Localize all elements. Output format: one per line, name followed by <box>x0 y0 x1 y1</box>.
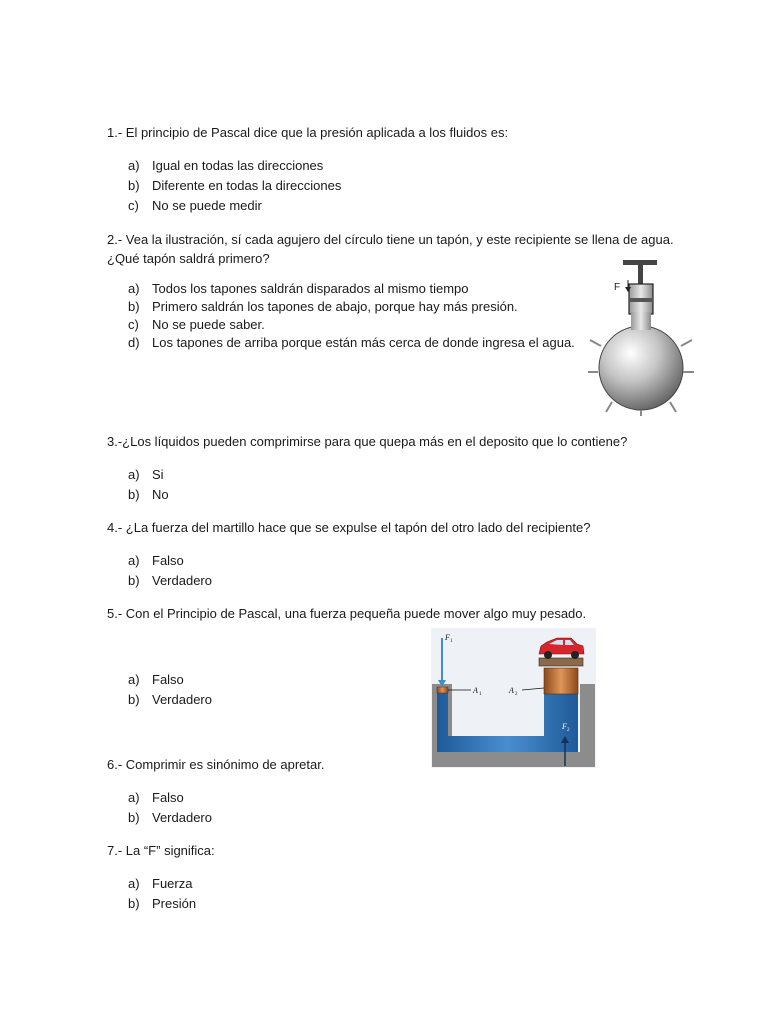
option-letter: b) <box>128 896 140 911</box>
option-text: Verdadero <box>152 573 212 588</box>
option-text: Igual en todas las direcciones <box>152 158 324 173</box>
option-text: Falso <box>152 553 184 568</box>
option-text: Verdadero <box>152 810 212 825</box>
option-letter: a) <box>128 281 140 296</box>
sphere <box>599 326 683 410</box>
option[interactable] <box>128 690 212 710</box>
option-text: Primero saldrán los tapones de abajo, porque hay más presión. <box>152 299 518 314</box>
option-letter: c) <box>128 198 139 213</box>
jet <box>606 402 612 412</box>
question-1: 1.- El principio de Pascal dice que la presión aplicada a los fluidos es: <box>107 125 509 140</box>
question-5: 5.- Con el Principio de Pascal, una fuerza pequeña puede mover algo muy pesado. <box>107 606 587 621</box>
option-text: Los tapones de arriba porque están más cerca de donde ingresa el agua. <box>152 335 575 350</box>
option[interactable] <box>128 808 212 828</box>
option-letter: a) <box>128 467 140 482</box>
option[interactable] <box>128 316 575 334</box>
force-2-label: F <box>562 722 567 731</box>
option-text: Presión <box>152 896 197 911</box>
force-2-subscript: 2 <box>567 728 570 733</box>
option[interactable] <box>128 571 212 591</box>
option-letter: b) <box>128 573 140 588</box>
force-label: F <box>614 282 621 293</box>
area-2-subscript: 2 <box>515 692 518 697</box>
question-6: 6.- Comprimir es sinónimo de apretar. <box>107 757 325 772</box>
option-text: Falso <box>152 672 184 687</box>
sphere-neck <box>631 312 651 330</box>
option-letter: b) <box>128 810 140 825</box>
option-letter: a) <box>128 790 140 805</box>
option-letter: a) <box>128 553 140 568</box>
option[interactable] <box>128 485 169 505</box>
jet <box>670 402 676 412</box>
option-letter: b) <box>128 178 140 193</box>
option-text: Verdadero <box>152 692 212 707</box>
option[interactable] <box>128 334 575 352</box>
jet <box>681 340 692 346</box>
option-text: No <box>152 487 169 502</box>
platform <box>539 658 583 666</box>
large-piston <box>544 668 578 694</box>
area-1-subscript: 1 <box>479 692 482 697</box>
question-7: 7.- La “F” significa: <box>107 843 215 858</box>
piston <box>629 298 653 302</box>
option[interactable] <box>128 156 341 176</box>
option-letter: c) <box>128 317 139 332</box>
option-text: Diferente en todas la direcciones <box>152 178 342 193</box>
question-6-options <box>128 788 212 828</box>
option-text: Falso <box>152 790 184 805</box>
option-text: No se puede medir <box>152 198 262 213</box>
pascal-sphere-figure <box>586 254 696 416</box>
question-2-line-2: ¿Qué tapón saldrá primero? <box>107 251 270 266</box>
question-3-options <box>128 465 169 505</box>
option-letter: a) <box>128 672 140 687</box>
option[interactable] <box>128 298 575 316</box>
option-text: Todos los tapones saldrán disparados al mismo tiempo <box>152 281 469 296</box>
question-3: 3.-¿Los líquidos pueden comprimirse para que quepa más en el deposito que lo contiene? <box>107 434 628 449</box>
option[interactable] <box>128 670 212 690</box>
force-1-label: F <box>445 633 450 642</box>
option-letter: a) <box>128 876 140 891</box>
option-letter: b) <box>128 299 140 314</box>
question-2: 2.- Vea la ilustración, sí cada agujero del círculo tiene un tapón, y este recipiente se llena de agua. <box>107 232 674 247</box>
jet <box>590 340 601 346</box>
question-4: 4.- ¿La fuerza del martillo hace que se expulse el tapón del otro lado del recipiente? <box>107 520 591 535</box>
question-2-options <box>128 280 575 352</box>
car-wheel <box>571 651 579 659</box>
small-piston <box>437 687 448 693</box>
option[interactable] <box>128 894 196 914</box>
option-text: No se puede saber. <box>152 317 265 332</box>
option-letter: d) <box>128 335 140 350</box>
option[interactable] <box>128 280 575 298</box>
question-5-options <box>128 670 212 710</box>
option[interactable] <box>128 196 341 216</box>
option-text: Si <box>152 467 164 482</box>
option-letter: a) <box>128 158 140 173</box>
question-1-options <box>128 156 341 216</box>
option-text: Fuerza <box>152 876 193 891</box>
option[interactable] <box>128 176 341 196</box>
option[interactable] <box>128 551 212 571</box>
area-1-label: A <box>473 686 478 695</box>
option[interactable] <box>128 788 212 808</box>
option-letter: b) <box>128 692 140 707</box>
car-wheel <box>544 651 552 659</box>
force-1-subscript: 1 <box>450 639 453 644</box>
option[interactable] <box>128 465 169 485</box>
question-7-options <box>128 874 196 914</box>
area-2-label: A <box>509 686 514 695</box>
hydraulic-press-figure <box>431 628 596 768</box>
option-letter: b) <box>128 487 140 502</box>
question-4-options <box>128 551 212 591</box>
option[interactable] <box>128 874 196 894</box>
